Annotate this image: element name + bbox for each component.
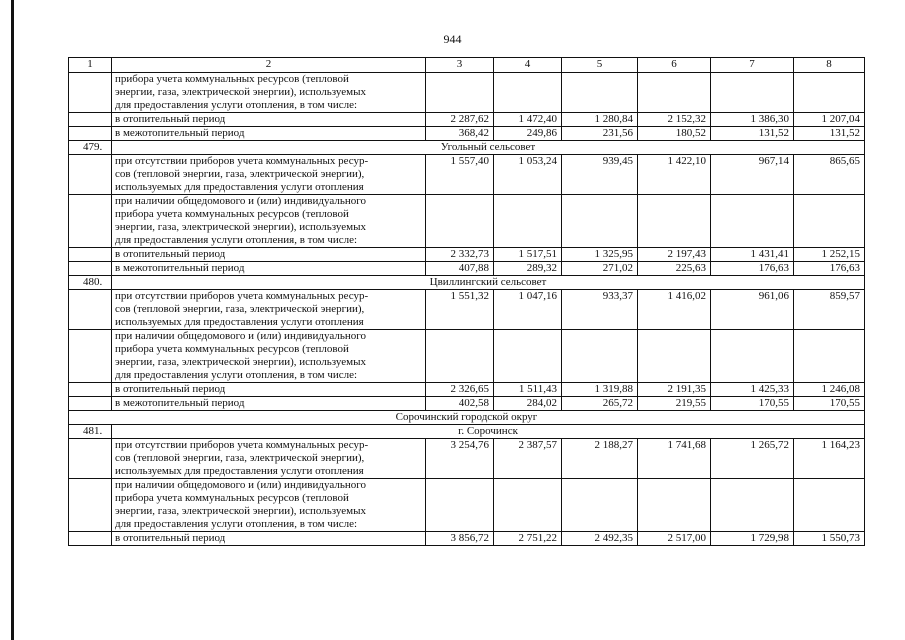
row-description xyxy=(112,195,426,248)
section-row xyxy=(69,141,865,155)
row-number-cell xyxy=(69,330,112,383)
row-description xyxy=(112,113,426,127)
value-cell xyxy=(426,479,494,532)
table-row xyxy=(69,383,865,397)
row-description xyxy=(112,73,426,113)
row-number-cell xyxy=(69,127,112,141)
value-cell xyxy=(638,195,711,248)
column-header-row xyxy=(69,58,865,73)
value-cell: 1 416,02 xyxy=(638,290,711,330)
section-title: г. Сорочинск xyxy=(112,425,865,439)
value-cell: 170,55 xyxy=(794,397,865,411)
row-description xyxy=(112,439,426,479)
row-number-cell xyxy=(69,532,112,546)
value-cell: 407,88 xyxy=(426,262,494,276)
row-number-cell xyxy=(69,383,112,397)
section-title: Цвиллингский сельсовет xyxy=(112,276,865,290)
value-cell xyxy=(494,330,562,383)
table-row xyxy=(69,73,865,113)
value-cell: 967,14 xyxy=(711,155,794,195)
description-line: сов (тепловой энергии, газа, электрической энергии), xyxy=(115,303,365,315)
row-number-cell xyxy=(69,262,112,276)
value-cell: 289,32 xyxy=(494,262,562,276)
description-line: для предоставления услуги отопления, в том числе: xyxy=(115,518,358,530)
value-cell: 402,58 xyxy=(426,397,494,411)
value-cell: 2 152,32 xyxy=(638,113,711,127)
value-cell: 1 164,23 xyxy=(794,439,865,479)
table-row xyxy=(69,113,865,127)
value-cell xyxy=(794,330,865,383)
description-line: энергии, газа, электрической энергии), используемых xyxy=(115,505,366,517)
section-number: 481. xyxy=(69,425,112,439)
table-row xyxy=(69,479,865,532)
value-cell xyxy=(638,73,711,113)
value-cell: 961,06 xyxy=(711,290,794,330)
description-line: энергии, газа, электрической энергии), используемых xyxy=(115,86,366,98)
value-cell: 1 557,40 xyxy=(426,155,494,195)
row-description xyxy=(112,262,426,276)
value-cell: 2 751,22 xyxy=(494,532,562,546)
value-cell xyxy=(426,73,494,113)
table-row xyxy=(69,127,865,141)
description-line: сов (тепловой энергии, газа, электрической энергии), xyxy=(115,452,365,464)
table-row xyxy=(69,439,865,479)
value-cell: 219,55 xyxy=(638,397,711,411)
value-cell: 3 856,72 xyxy=(426,532,494,546)
row-description xyxy=(112,383,426,397)
value-cell xyxy=(562,479,638,532)
value-cell: 265,72 xyxy=(562,397,638,411)
description-line: в межотопительный период xyxy=(115,262,245,274)
table-row xyxy=(69,330,865,383)
column-header: 6 xyxy=(638,58,711,73)
value-cell: 1 422,10 xyxy=(638,155,711,195)
value-cell xyxy=(494,73,562,113)
value-cell: 939,45 xyxy=(562,155,638,195)
row-number-cell xyxy=(69,195,112,248)
value-cell: 1 729,98 xyxy=(711,532,794,546)
value-cell xyxy=(711,330,794,383)
value-cell: 2 517,00 xyxy=(638,532,711,546)
value-cell: 271,02 xyxy=(562,262,638,276)
row-number-cell xyxy=(69,397,112,411)
value-cell: 170,55 xyxy=(711,397,794,411)
value-cell xyxy=(562,73,638,113)
table-row xyxy=(69,532,865,546)
column-header: 2 xyxy=(112,58,426,73)
value-cell: 2 492,35 xyxy=(562,532,638,546)
row-number-cell xyxy=(69,290,112,330)
value-cell: 1 047,16 xyxy=(494,290,562,330)
value-cell: 368,42 xyxy=(426,127,494,141)
value-cell: 1 386,30 xyxy=(711,113,794,127)
value-cell: 2 191,35 xyxy=(638,383,711,397)
value-cell: 1 550,73 xyxy=(794,532,865,546)
value-cell: 1 425,33 xyxy=(711,383,794,397)
value-cell: 2 188,27 xyxy=(562,439,638,479)
value-cell xyxy=(494,195,562,248)
description-line: используемых для предоставления услуги отопления xyxy=(115,316,364,328)
value-cell xyxy=(562,330,638,383)
description-line: для предоставления услуги отопления, в том числе: xyxy=(115,234,358,246)
row-number-cell xyxy=(69,248,112,262)
description-line: в межотопительный период xyxy=(115,127,245,139)
row-description xyxy=(112,397,426,411)
value-cell xyxy=(426,195,494,248)
value-cell: 1 265,72 xyxy=(711,439,794,479)
left-margin-rule xyxy=(11,0,14,640)
column-header: 5 xyxy=(562,58,638,73)
value-cell: 131,52 xyxy=(711,127,794,141)
value-cell: 2 332,73 xyxy=(426,248,494,262)
value-cell: 1 280,84 xyxy=(562,113,638,127)
value-cell xyxy=(638,330,711,383)
value-cell: 933,37 xyxy=(562,290,638,330)
value-cell: 1 207,04 xyxy=(794,113,865,127)
row-number-cell xyxy=(69,155,112,195)
column-header: 4 xyxy=(494,58,562,73)
description-line: энергии, газа, электрической энергии), используемых xyxy=(115,356,366,368)
value-cell xyxy=(794,479,865,532)
table-row xyxy=(69,248,865,262)
value-cell: 131,52 xyxy=(794,127,865,141)
description-line: в отопительный период xyxy=(115,383,226,395)
description-line: при наличии общедомового и (или) индивидуального xyxy=(115,330,366,342)
description-line: прибора учета коммунальных ресурсов (тепловой xyxy=(115,73,349,85)
table-row xyxy=(69,195,865,248)
description-line: прибора учета коммунальных ресурсов (тепловой xyxy=(115,343,349,355)
table-row xyxy=(69,155,865,195)
description-line: в отопительный период xyxy=(115,248,226,260)
column-header: 1 xyxy=(69,58,112,73)
row-description xyxy=(112,155,426,195)
value-cell: 1 517,51 xyxy=(494,248,562,262)
value-cell: 1 319,88 xyxy=(562,383,638,397)
description-line: при отсутствии приборов учета коммунальных ресур- xyxy=(115,155,369,167)
description-line: в межотопительный период xyxy=(115,397,245,409)
section-number: 479. xyxy=(69,141,112,155)
tariff-table xyxy=(68,57,865,546)
value-cell: 2 326,65 xyxy=(426,383,494,397)
row-number-cell xyxy=(69,73,112,113)
value-cell: 180,52 xyxy=(638,127,711,141)
description-line: сов (тепловой энергии, газа, электрической энергии), xyxy=(115,168,365,180)
value-cell xyxy=(426,330,494,383)
row-description xyxy=(112,532,426,546)
section-number: 480. xyxy=(69,276,112,290)
row-description xyxy=(112,330,426,383)
description-line: энергии, газа, электрической энергии), используемых xyxy=(115,221,366,233)
description-line: прибора учета коммунальных ресурсов (тепловой xyxy=(115,492,349,504)
value-cell: 865,65 xyxy=(794,155,865,195)
value-cell: 225,63 xyxy=(638,262,711,276)
value-cell: 231,56 xyxy=(562,127,638,141)
table-body xyxy=(69,58,865,546)
column-header: 8 xyxy=(794,58,865,73)
value-cell xyxy=(794,195,865,248)
value-cell: 2 197,43 xyxy=(638,248,711,262)
row-description xyxy=(112,127,426,141)
row-description xyxy=(112,290,426,330)
value-cell: 176,63 xyxy=(711,262,794,276)
value-cell: 1 053,24 xyxy=(494,155,562,195)
value-cell xyxy=(711,479,794,532)
value-cell xyxy=(562,195,638,248)
description-line: при отсутствии приборов учета коммунальных ресур- xyxy=(115,439,369,451)
value-cell: 1 246,08 xyxy=(794,383,865,397)
value-cell: 1 431,41 xyxy=(711,248,794,262)
section-title: Угольный сельсовет xyxy=(112,141,865,155)
value-cell: 1 551,32 xyxy=(426,290,494,330)
value-cell: 249,86 xyxy=(494,127,562,141)
row-description xyxy=(112,479,426,532)
value-cell xyxy=(638,479,711,532)
row-number-cell xyxy=(69,479,112,532)
description-line: используемых для предоставления услуги отопления xyxy=(115,181,364,193)
value-cell xyxy=(711,73,794,113)
district-title: Сорочинский городской округ xyxy=(69,411,865,425)
description-line: используемых для предоставления услуги отопления xyxy=(115,465,364,477)
value-cell: 1 472,40 xyxy=(494,113,562,127)
description-line: при наличии общедомового и (или) индивидуального xyxy=(115,479,366,491)
value-cell: 1 741,68 xyxy=(638,439,711,479)
description-line: прибора учета коммунальных ресурсов (тепловой xyxy=(115,208,349,220)
value-cell: 2 287,62 xyxy=(426,113,494,127)
description-line: при отсутствии приборов учета коммунальных ресур- xyxy=(115,290,369,302)
row-description xyxy=(112,248,426,262)
column-header: 3 xyxy=(426,58,494,73)
table-row xyxy=(69,262,865,276)
value-cell: 2 387,57 xyxy=(494,439,562,479)
row-number-cell xyxy=(69,439,112,479)
value-cell: 859,57 xyxy=(794,290,865,330)
value-cell xyxy=(711,195,794,248)
value-cell: 3 254,76 xyxy=(426,439,494,479)
value-cell: 1 511,43 xyxy=(494,383,562,397)
description-line: для предоставления услуги отопления, в том числе: xyxy=(115,369,358,381)
value-cell: 284,02 xyxy=(494,397,562,411)
description-line: при наличии общедомового и (или) индивидуального xyxy=(115,195,366,207)
value-cell: 1 325,95 xyxy=(562,248,638,262)
description-line: в отопительный период xyxy=(115,113,226,125)
value-cell xyxy=(794,73,865,113)
district-row xyxy=(69,411,865,425)
value-cell: 176,63 xyxy=(794,262,865,276)
value-cell: 1 252,15 xyxy=(794,248,865,262)
table-row xyxy=(69,290,865,330)
value-cell xyxy=(494,479,562,532)
section-row xyxy=(69,425,865,439)
page-number: 944 xyxy=(443,32,462,46)
description-line: в отопительный период xyxy=(115,532,226,544)
column-header: 7 xyxy=(711,58,794,73)
table-row xyxy=(69,397,865,411)
section-row xyxy=(69,276,865,290)
row-number-cell xyxy=(69,113,112,127)
description-line: для предоставления услуги отопления, в том числе: xyxy=(115,99,358,111)
